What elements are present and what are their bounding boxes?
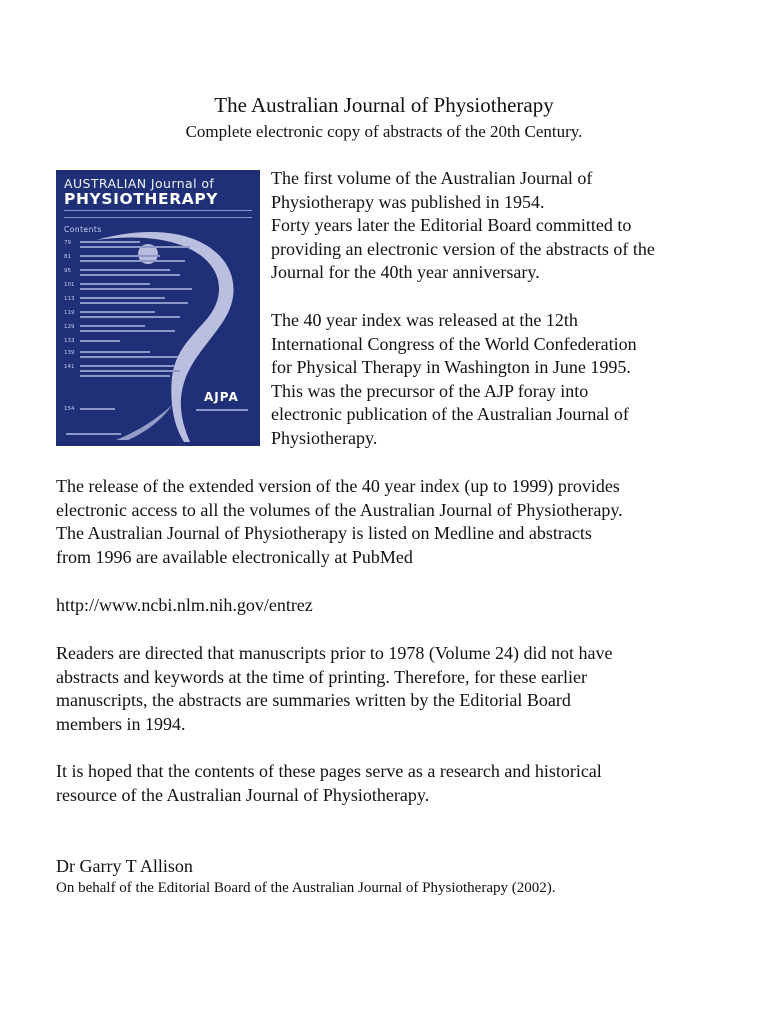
cover-toc-page: 139 bbox=[64, 350, 75, 356]
cover-toc-page: 101 bbox=[64, 282, 75, 288]
intro-paragraph-index-release bbox=[271, 309, 637, 451]
cover-toc-line bbox=[80, 340, 120, 342]
pubmed-url[interactable]: http://www.ncbi.nlm.nih.gov/entrez bbox=[56, 595, 313, 615]
cover-toc-row bbox=[64, 268, 194, 282]
cover-toc-line bbox=[80, 408, 115, 410]
text-line: Physiotherapy was published in 1954. bbox=[271, 191, 545, 212]
cover-toc-line bbox=[80, 302, 188, 304]
journal-cover-image bbox=[56, 170, 260, 446]
text-line: electronic publication of the Australian Journal of bbox=[271, 404, 629, 425]
cover-toc-line bbox=[80, 288, 192, 290]
text-line: It is hoped that the contents of these pages serve as a research and historical bbox=[56, 761, 602, 781]
cover-brand-line1: AUSTRALIAN Journal of bbox=[64, 176, 215, 191]
text-line: The 40 year index was released at the 12th bbox=[271, 310, 578, 330]
text-line: The release of the extended version of the 40 year index (up to 1999) provides bbox=[56, 476, 620, 496]
cover-toc-line bbox=[80, 316, 180, 318]
text-line: The first volume of the Australian Journal of bbox=[271, 168, 593, 188]
text-line: The Australian Journal of Physiotherapy is listed on Medline and abstracts bbox=[56, 523, 592, 544]
cover-toc-row bbox=[64, 406, 194, 420]
cover-volume-strip bbox=[64, 210, 252, 218]
cover-toc-line bbox=[80, 260, 185, 262]
cover-toc-row bbox=[64, 254, 194, 268]
paragraph-manuscripts-note bbox=[56, 642, 613, 736]
text-line: electronic access to all the volumes of the Australian Journal of Physiotherapy. bbox=[56, 499, 623, 520]
cover-toc-page: 113 bbox=[64, 296, 75, 302]
cover-toc-page: 129 bbox=[64, 324, 75, 330]
cover-toc-page: 95 bbox=[64, 268, 71, 274]
cover-toc-line bbox=[80, 356, 178, 358]
cover-toc-line bbox=[80, 246, 190, 248]
signature-name: Dr Garry T Allison bbox=[56, 856, 193, 876]
cover-toc-row bbox=[64, 310, 194, 324]
paragraph-extended-version bbox=[56, 475, 623, 569]
cover-toc-row bbox=[64, 324, 194, 338]
cover-toc-line bbox=[80, 269, 170, 271]
cover-footer-text bbox=[66, 433, 121, 435]
cover-logo-caption bbox=[196, 409, 248, 411]
cover-toc-page: 81 bbox=[64, 254, 71, 260]
paragraph-hope bbox=[56, 760, 602, 807]
cover-toc-row bbox=[64, 364, 194, 378]
cover-toc-line bbox=[80, 283, 150, 285]
text-line: Physiotherapy. bbox=[271, 427, 378, 448]
cover-toc-page: 133 bbox=[64, 338, 75, 344]
text-line: Readers are directed that manuscripts prior to 1978 (Volume 24) did not have bbox=[56, 643, 613, 663]
cover-association-logo: AJPA bbox=[204, 390, 239, 404]
signature-affiliation: On behalf of the Editorial Board of the Australian Journal of Physiotherapy (2002). bbox=[56, 880, 556, 896]
cover-toc-page: 119 bbox=[64, 310, 75, 316]
cover-toc-line bbox=[80, 255, 160, 257]
intro-paragraph-history bbox=[271, 167, 655, 285]
cover-toc-row bbox=[64, 296, 194, 310]
cover-toc-line bbox=[80, 330, 175, 332]
cover-toc-page: 154 bbox=[64, 406, 75, 412]
text-line: for Physical Therapy in Washington in June 1995. bbox=[271, 357, 631, 378]
document-title: The Australian Journal of Physiotherapy bbox=[214, 93, 554, 117]
cover-toc-line bbox=[80, 241, 140, 243]
cover-toc-line bbox=[80, 311, 155, 313]
text-line: This was the precursor of the AJP foray into bbox=[271, 380, 589, 401]
text-line: abstracts and keywords at the time of printing. Therefore, for these earlier bbox=[56, 666, 587, 687]
text-line: manuscripts, the abstracts are summaries written by the Editorial Board bbox=[56, 690, 571, 711]
cover-contents-label: Contents bbox=[64, 225, 102, 234]
cover-toc-row bbox=[64, 240, 194, 254]
text-line: Forty years later the Editorial Board committed to bbox=[271, 215, 632, 236]
text-line: International Congress of the World Confederation bbox=[271, 333, 637, 354]
cover-toc-line bbox=[80, 365, 175, 367]
text-line: providing an electronic version of the abstracts of the bbox=[271, 238, 655, 259]
text-line: members in 1994. bbox=[56, 713, 186, 734]
cover-toc-line bbox=[80, 370, 180, 372]
text-line: Journal for the 40th year anniversary. bbox=[271, 262, 540, 283]
document-subtitle: Complete electronic copy of abstracts of the 20th Century. bbox=[185, 122, 583, 141]
cover-toc-line bbox=[80, 297, 165, 299]
text-line: resource of the Australian Journal of Physiotherapy. bbox=[56, 784, 430, 805]
cover-toc-row bbox=[64, 350, 194, 364]
cover-toc-row bbox=[64, 282, 194, 296]
text-line: from 1996 are available electronically at PubMed bbox=[56, 546, 413, 567]
cover-toc-page: 141 bbox=[64, 364, 75, 370]
cover-toc-line bbox=[80, 351, 150, 353]
cover-toc-page: 79 bbox=[64, 240, 71, 246]
cover-toc-line bbox=[80, 375, 170, 377]
cover-brand-line2: PHYSIOTHERAPY bbox=[64, 190, 219, 208]
cover-toc-line bbox=[80, 274, 180, 276]
cover-toc-line bbox=[80, 325, 145, 327]
